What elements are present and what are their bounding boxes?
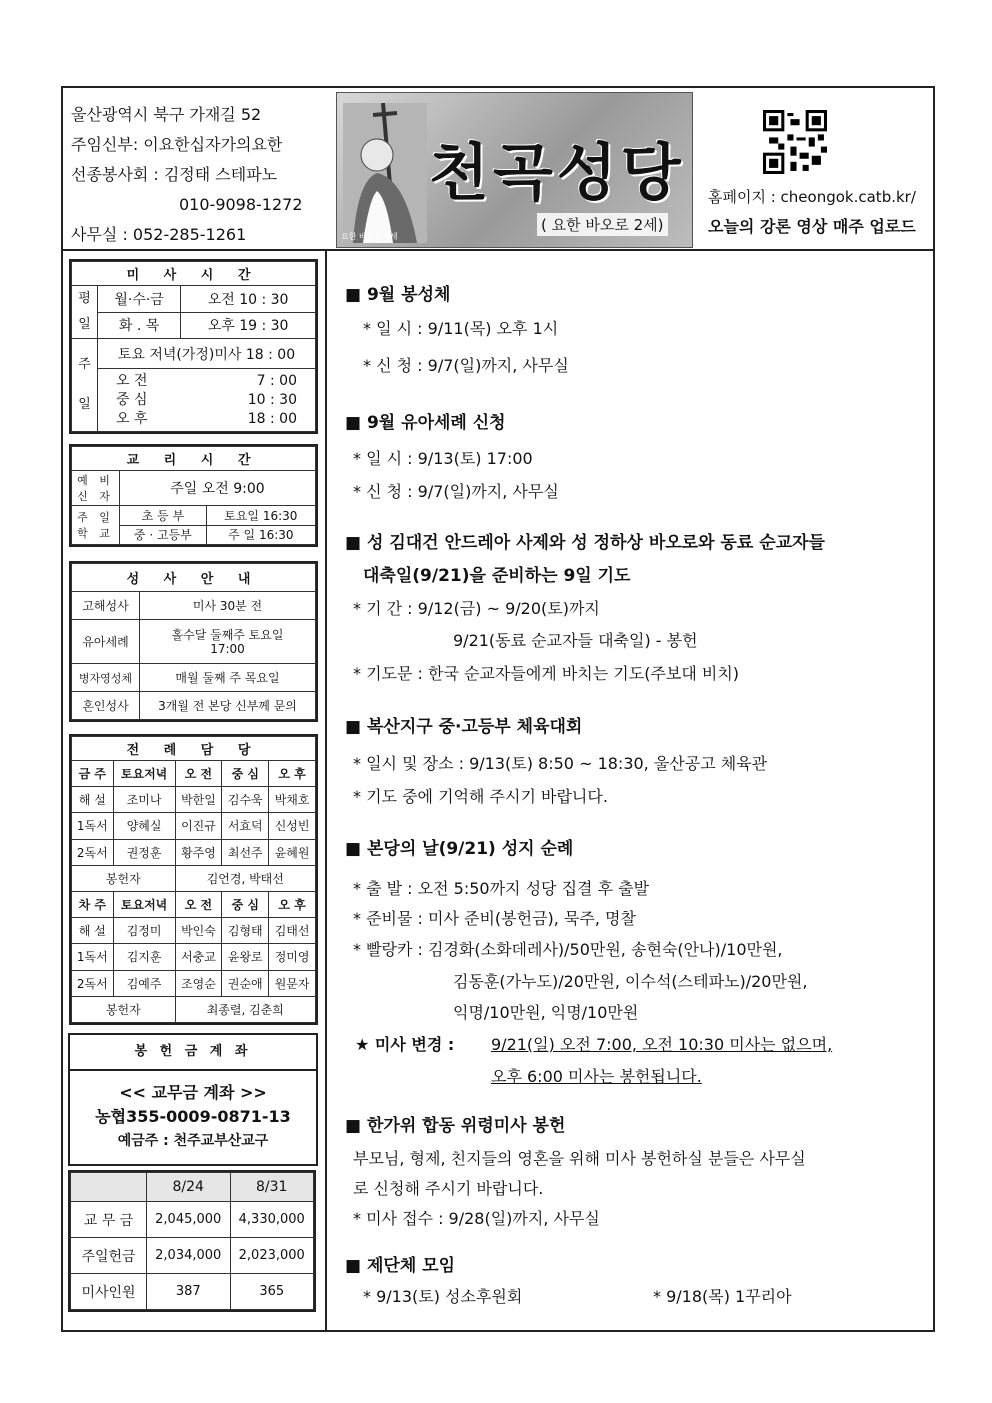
column-divider — [325, 251, 327, 1332]
mass-change-line: 오후 6:00 미사는 봉헌됩니다. — [491, 1067, 702, 1086]
account-holder: 예금주 : 천주교부산교구 — [117, 1133, 269, 1149]
roster-head: 차 주 — [72, 891, 114, 917]
upload-note: 오늘의 강론 영상 매주 업로드 — [708, 217, 916, 236]
liturgy-title: 전 례 담 당 — [72, 737, 316, 761]
roster-head: 중 심 — [222, 891, 269, 917]
roster-cell: 정미영 — [269, 944, 316, 970]
catechumen-label: 예 비 신 자 — [72, 471, 120, 506]
notice-line: 로 신청해 주시기 바랍니다. — [353, 1179, 544, 1198]
roster-head: 중 심 — [222, 761, 269, 787]
roster-cell: 1독서 — [72, 944, 114, 970]
notice-line: * 기도 중에 기억해 주시기 바랍니다. — [353, 787, 608, 806]
roster-cell: 서효덕 — [222, 813, 269, 839]
account-number: 농협355-0009-0871-13 — [95, 1107, 291, 1126]
finance-label: 주일헌금 — [71, 1238, 147, 1274]
roster-cell: 김태선 — [269, 918, 316, 944]
offertory-names: 최종렬, 김춘희 — [175, 996, 315, 1022]
roster-head: 오 후 — [269, 761, 316, 787]
roster-cell: 박한일 — [175, 787, 222, 813]
section-memorial-mass: ■ 한가위 합동 위령미사 봉헌 — [345, 1116, 566, 1136]
catechism-title: 교 리 시 간 — [72, 447, 316, 471]
roster-cell: 권순애 — [222, 970, 269, 996]
sacrament-name: 유아세례 — [72, 619, 140, 664]
catechism-box — [69, 444, 318, 547]
roster-head: 토요저녁 — [113, 891, 175, 917]
notice-line: 익명/10만원, 익명/10만원 — [453, 1003, 639, 1022]
weekday-time: 오후 19 : 30 — [181, 312, 316, 339]
patron-saint: ( 요한 바오로 2세) — [537, 213, 668, 236]
roster-cell: 권정훈 — [113, 839, 175, 865]
notice-line: * 준비물 : 미사 준비(봉헌금), 묵주, 명찰 — [353, 909, 636, 928]
finance-value: 2,034,000 — [147, 1238, 231, 1274]
office-phone: 사무실 : 052-285-1261 — [71, 225, 247, 244]
section-martyrs-novena: ■ 성 김대건 안드레아 사제와 성 정하상 바오로와 동료 순교자들 — [345, 533, 825, 553]
finance-box — [68, 1170, 316, 1312]
notice-line: 9/21(동료 순교자들 대축일) - 봉헌 — [453, 631, 698, 650]
notice-line: * 출 발 : 오전 5:50까지 성당 집결 후 출발 — [353, 879, 650, 898]
finance-corner — [71, 1173, 147, 1202]
contact-info — [71, 100, 303, 250]
notice-line: * 신 청 : 9/7(일)까지, 사무실 — [353, 482, 559, 501]
notice-line: * 9/13(토) 성소후원회 — [363, 1287, 523, 1306]
address: 울산광역시 북구 가재길 52 — [71, 105, 262, 124]
sacrament-name: 병자영성체 — [72, 664, 140, 692]
roster-head: 금 주 — [72, 761, 114, 787]
section-communion-visit: ■ 9월 봉성체 — [345, 285, 451, 305]
notice-line: * 빨랑카 : 김경화(소화데레사)/50만원, 송현숙(안나)/10만원, — [353, 940, 783, 959]
roster-cell: 윤혜원 — [269, 839, 316, 865]
roster-head: 오 전 — [175, 761, 222, 787]
sunday-masses: 오 전 7 : 00 중 심 10 : 30 오 후 18 : 00 — [98, 369, 316, 432]
sacrament-info: 홀수달 둘째주 토요일 17:00 — [140, 619, 316, 664]
roster-cell: 김정미 — [113, 918, 175, 944]
finance-value: 387 — [147, 1274, 231, 1310]
sacrament-info: 3개월 전 본당 신부께 문의 — [140, 692, 316, 720]
school-group: 중 · 고등부 — [120, 525, 207, 544]
notice-line: * 미사 접수 : 9/28(일)까지, 사무실 — [353, 1209, 600, 1228]
church-name: 천곡성당 — [429, 136, 685, 209]
saturday-mass: 토요 저녁(가정)미사 18 : 00 — [98, 339, 316, 369]
roster-cell: 조미나 — [113, 787, 175, 813]
catechumen-time: 주일 오전 9:00 — [120, 471, 316, 506]
section-infant-baptism: ■ 9월 유아세례 신청 — [345, 413, 506, 433]
council-phone: 010-9098-1272 — [179, 195, 303, 214]
account-title: 봉 헌 금 계 좌 — [70, 1035, 316, 1071]
school-group: 초 등 부 — [120, 506, 207, 525]
roster-cell: 박인숙 — [175, 918, 222, 944]
finance-date: 8/31 — [230, 1173, 314, 1202]
offertory-label: 봉헌자 — [72, 996, 176, 1022]
sacrament-info: 매월 둘째 주 목요일 — [140, 664, 316, 692]
sunday-label: 주 일 — [72, 339, 98, 432]
section-pilgrimage: ■ 본당의 날(9/21) 성지 순례 — [345, 839, 574, 859]
sacrament-name: 혼인성사 — [72, 692, 140, 720]
offertory-names: 김언경, 박태선 — [175, 865, 315, 891]
roster-cell: 양혜실 — [113, 813, 175, 839]
roster-cell: 최선주 — [222, 839, 269, 865]
finance-value: 2,023,000 — [230, 1238, 314, 1274]
roster-cell: 윤왕로 — [222, 944, 269, 970]
sacraments-box — [69, 561, 318, 722]
finance-label: 교 무 금 — [71, 1202, 147, 1238]
roster-cell: 2독서 — [72, 970, 114, 996]
church-banner — [336, 92, 693, 248]
roster-cell: 김수욱 — [222, 787, 269, 813]
roster-cell: 김지훈 — [113, 944, 175, 970]
pope-illustration — [343, 103, 427, 243]
mass-times-box — [69, 259, 318, 434]
finance-date: 8/24 — [147, 1173, 231, 1202]
notice-line: * 일 시 : 9/11(목) 오후 1시 — [363, 319, 559, 338]
mass-change-line: 9/21(일) 오전 7:00, 오전 10:30 미사는 없으며, — [491, 1035, 833, 1054]
offertory-label: 봉헌자 — [72, 865, 176, 891]
roster-head: 오 전 — [175, 891, 222, 917]
roster-cell: 황주영 — [175, 839, 222, 865]
sacrament-name: 고해성사 — [72, 592, 140, 620]
notice-line: * 기도문 : 한국 순교자들에게 바치는 기도(주보대 비치) — [353, 664, 740, 683]
roster-cell: 2독서 — [72, 839, 114, 865]
weekday-label: 평 일 — [72, 286, 98, 339]
qr-code-icon[interactable] — [763, 110, 827, 174]
header — [63, 88, 933, 251]
notice-line: * 일 시 : 9/13(토) 17:00 — [353, 449, 533, 468]
sacrament-info: 미사 30분 전 — [140, 592, 316, 620]
notice-line: * 신 청 : 9/7(일)까지, 사무실 — [363, 356, 569, 375]
weekday-days: 월·수·금 — [98, 286, 181, 313]
school-time: 토요일 16:30 — [206, 506, 315, 525]
finance-value: 365 — [230, 1274, 314, 1310]
mass-times-title: 미 사 시 간 — [72, 262, 316, 286]
roster-head: 토요저녁 — [113, 761, 175, 787]
donation-account-box — [68, 1033, 318, 1166]
school-time: 주 일 16:30 — [206, 525, 315, 544]
sunday-school-label: 주 일 학 교 — [72, 506, 120, 545]
finance-value: 4,330,000 — [230, 1202, 314, 1238]
roster-cell: 김예주 — [113, 970, 175, 996]
weekday-days: 화 . 목 — [98, 312, 181, 339]
section-group-meetings: ■ 제단체 모임 — [345, 1256, 456, 1276]
roster-cell: 서충교 — [175, 944, 222, 970]
notice-line: * 9/18(목) 1꾸리아 — [653, 1287, 792, 1306]
homepage-link[interactable]: 홈페이지 : cheongok.catb.kr/ — [708, 188, 916, 206]
roster-cell: 신성빈 — [269, 813, 316, 839]
weekday-time: 오전 10 : 30 — [181, 286, 316, 313]
banner-caption: 요한 바오로 2세 — [341, 232, 398, 241]
roster-cell: 김형태 — [222, 918, 269, 944]
roster-cell: 조영순 — [175, 970, 222, 996]
section-sports-day: ■ 복산지구 중·고등부 체육대회 — [345, 717, 583, 737]
notice-line: * 일시 및 장소 : 9/13(토) 8:50 ~ 18:30, 울산공고 체육관 — [353, 754, 768, 773]
pastor: 주임신부: 이요한십자가의요한 — [71, 135, 283, 154]
roster-cell: 이진규 — [175, 813, 222, 839]
roster-cell: 원문자 — [269, 970, 316, 996]
finance-value: 2,045,000 — [147, 1202, 231, 1238]
notice-line: 부모님, 형제, 친지들의 영혼을 위해 미사 봉헌하실 분들은 사무실 — [353, 1149, 806, 1168]
mass-change-label: ★ 미사 변경 : — [355, 1035, 455, 1054]
roster-cell: 해 설 — [72, 918, 114, 944]
section-martyrs-novena-2: 대축일(9/21)을 준비하는 9일 기도 — [363, 566, 631, 586]
roster-cell: 박채호 — [269, 787, 316, 813]
notice-line: 김동훈(가누도)/20만원, 이수석(스테파노)/20만원, — [453, 972, 808, 991]
liturgy-roster-box — [69, 734, 318, 1025]
roster-head: 오 후 — [269, 891, 316, 917]
sacraments-title: 성 사 안 내 — [72, 564, 316, 592]
council: 선종봉사회 : 김정태 스테파노 — [71, 165, 278, 184]
notice-line: * 기 간 : 9/12(금) ~ 9/20(토)까지 — [353, 599, 600, 618]
roster-cell: 1독서 — [72, 813, 114, 839]
finance-label: 미사인원 — [71, 1274, 147, 1310]
roster-cell: 해 설 — [72, 787, 114, 813]
account-subtitle: << 교무금 계좌 >> — [119, 1083, 267, 1102]
